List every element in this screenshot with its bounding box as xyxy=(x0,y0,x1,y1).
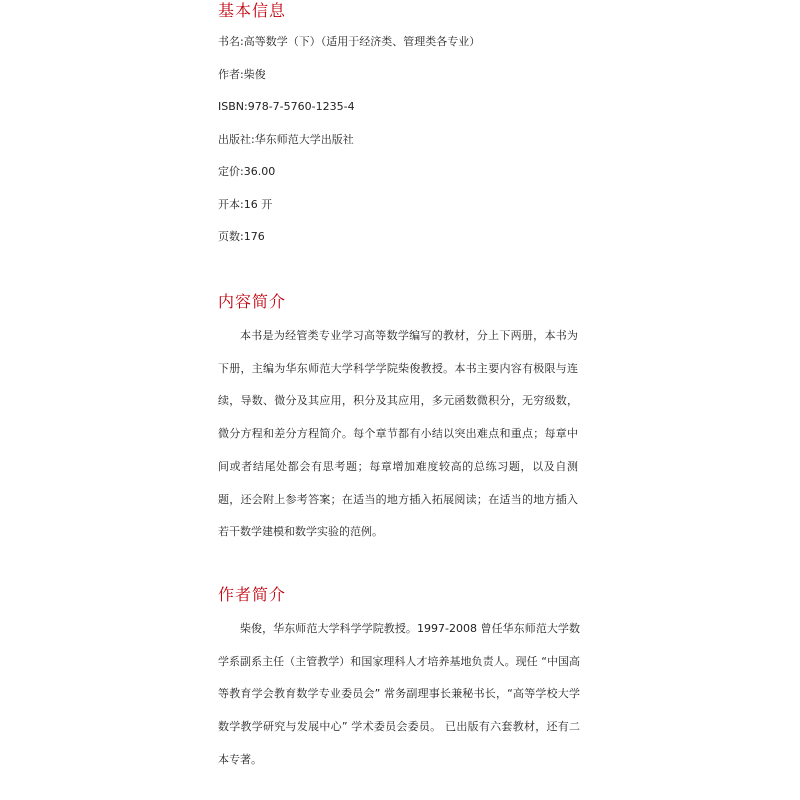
info-pages xyxy=(218,230,480,263)
info-label: ISBN: xyxy=(218,100,248,113)
info-publisher xyxy=(218,133,480,166)
info-label: 书名: xyxy=(218,35,244,48)
info-isbn xyxy=(218,100,480,133)
info-value: 36.00 xyxy=(243,165,276,178)
info-label: 出版社: xyxy=(218,132,255,146)
info-label: 定价: xyxy=(218,165,244,178)
info-value: 高等数学（下）（适用于经济类、管理类各专业） xyxy=(243,35,481,48)
info-label: 页数: xyxy=(218,230,244,243)
info-price xyxy=(218,165,480,198)
info-value: 16 开 xyxy=(243,197,273,211)
info-format xyxy=(218,198,480,231)
content-intro-heading: 内容简介 xyxy=(218,292,287,311)
info-value: 柴俊 xyxy=(243,67,266,81)
info-author xyxy=(218,68,480,101)
info-title xyxy=(218,35,480,68)
author-intro-heading: 作者简介 xyxy=(218,585,287,604)
info-value: 华东师范大学出版社 xyxy=(254,132,354,146)
basic-info-list xyxy=(218,35,480,263)
info-label: 作者: xyxy=(218,67,244,81)
info-label: 开本: xyxy=(218,197,244,211)
info-value: 176 xyxy=(243,230,265,243)
basic-info-heading: 基本信息 xyxy=(218,1,287,20)
author-intro-text: 柴俊，华东师范大学科学学院教授。1997-2008 曾任华东师范大学数学系副系主任（主管教学）和国家理科人才培养基地负责人。现任 “中国高等教育学会教育数学专业委员会” 常务副理事长兼秘书长，“高等学校大学数学教学研究与发展中心” 学术委员会委员。 已出版有六套教材，还有二本专著。 xyxy=(218,622,580,766)
info-value: 978-7-5760-1235-4 xyxy=(247,100,355,113)
content-intro-text: 本书是为经管类专业学习高等数学编写的教材，分上下两册，本书为下册，主编为华东师范大学科学学院柴俊教授。本书主要内容有极限与连续，导数、微分及其应用，积分及其应用，多元函数微积分，无穷级数，微分方程和差分方程简介。每个章节都有小结以突出难点和重点；每章中间或者结尾处都会有思考题；每章增加难度较高的总练习题，以及自测题，还会附上参考答案；在适当的地方插入拓展阅读；在适当的地方插入若干数学建模和数学实验的范例。 xyxy=(218,329,578,539)
